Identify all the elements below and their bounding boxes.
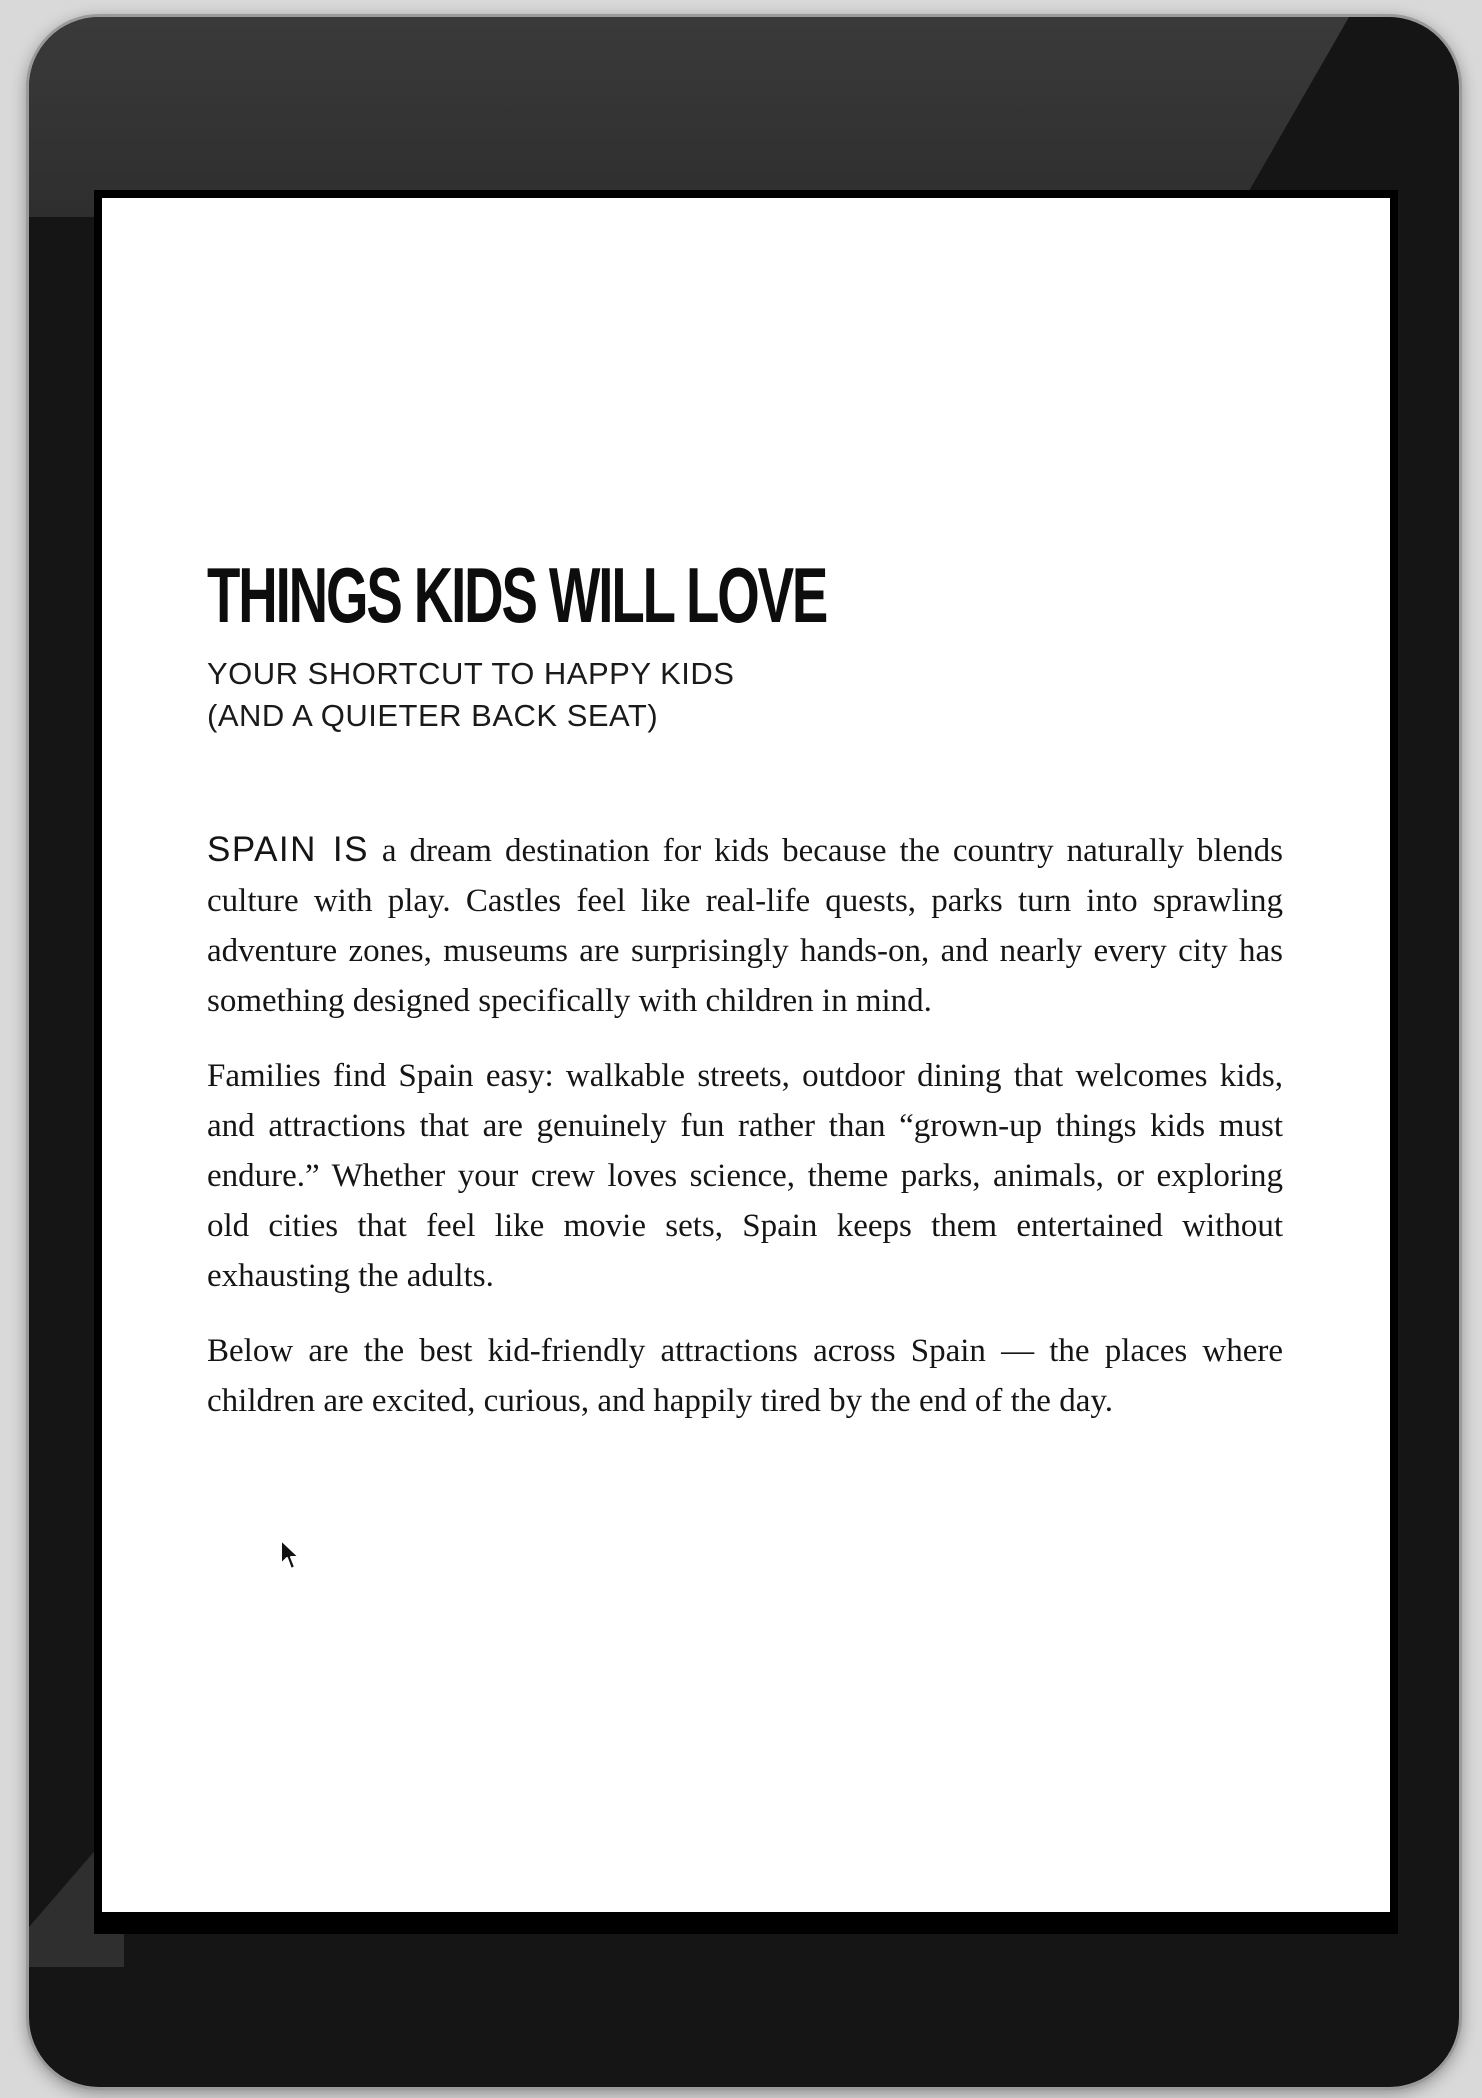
page-content [207, 551, 1283, 1451]
paragraph-3: Below are the best kid-friendly attractions across Spain — the places where children are excited, curious, and happily tired by the end of the day. [207, 1333, 1283, 1419]
frame-glare-top [29, 17, 1459, 217]
subtitle-line-2: (AND A QUIETER BACK SEAT) [207, 698, 659, 733]
page-subtitle [207, 653, 1283, 737]
paragraph-1 [207, 825, 1283, 1026]
reader-screen[interactable] [102, 198, 1390, 1912]
subtitle-line-1: YOUR SHORTCUT TO HAPPY KIDS [207, 656, 735, 691]
page-body [207, 825, 1283, 1426]
mouse-pointer-icon [279, 1538, 303, 1572]
paragraph-lead-in: SPAIN IS [207, 830, 369, 869]
paragraph-1-text: a dream destination for kids because the country naturally blends culture with play. Castles feel like real-life quests, parks turn into sprawling adventure zones, museums are surprisingly hands-on, and nearly every city has something designed specifically with children in mind. [207, 833, 1283, 1019]
page-title: THINGS KIDS WILL LOVE [207, 551, 827, 639]
tablet-device-frame [29, 17, 1459, 2087]
screen-bezel [94, 190, 1398, 1934]
paragraph-2: Families find Spain easy: walkable streets, outdoor dining that welcomes kids, and attractions that are genuinely fun rather than “grown-up things kids must endure.” Whether your crew loves science, theme parks, animals, or exploring old cities that feel like movie sets, Spain keeps them entertained without exhausting the adults. [207, 1058, 1283, 1294]
